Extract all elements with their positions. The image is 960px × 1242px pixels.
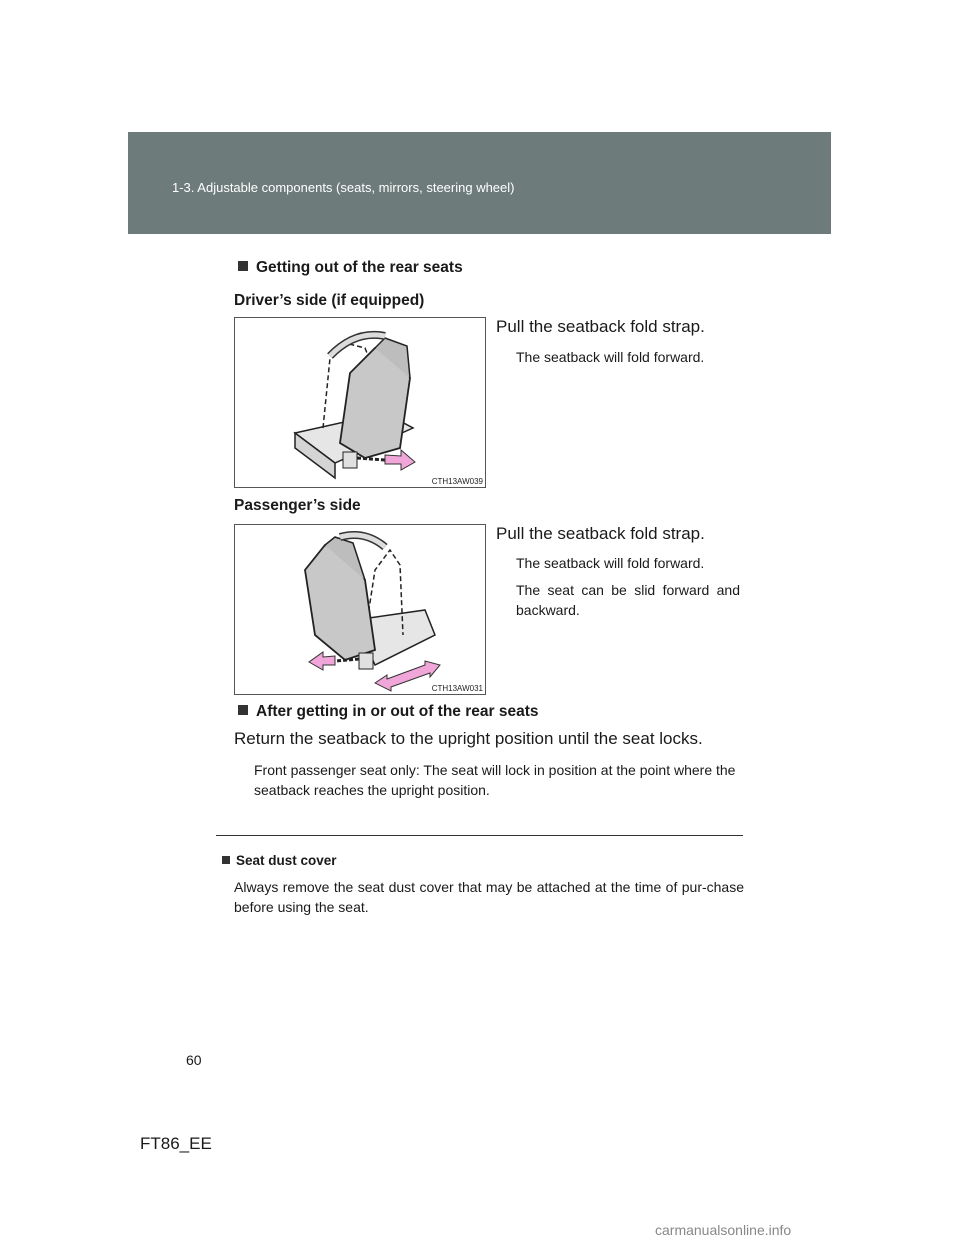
watermark: carmanualsonline.info xyxy=(655,1222,792,1238)
square-bullet-icon xyxy=(238,705,248,715)
square-bullet-icon xyxy=(238,261,248,271)
figure-code: CTH13AW031 xyxy=(431,684,483,693)
square-bullet-icon xyxy=(222,856,230,864)
driver-seat-figure xyxy=(234,317,486,488)
driver-step-text: Pull the seatback fold strap. xyxy=(496,317,705,336)
driver-note: The seatback will fold forward. xyxy=(516,349,705,365)
seat-fold-illustration-icon xyxy=(235,318,485,487)
section-header xyxy=(128,132,831,234)
document-code: FT86_EE xyxy=(140,1134,212,1153)
page-number: 60 xyxy=(186,1052,202,1068)
after-note: Front passenger seat only: The seat will lock in position at the point where the seatback reaches the upright position. xyxy=(254,762,736,798)
passenger-step-text: Pull the seatback fold strap. xyxy=(496,524,705,543)
divider xyxy=(216,835,743,836)
passenger-seat-figure xyxy=(234,524,486,695)
heading-after: After getting in or out of the rear seats xyxy=(238,703,538,721)
after-instruction: Return the seatback to the upright position until the seat locks. xyxy=(234,729,703,748)
passenger-side-subheading: Passenger’s side xyxy=(234,497,361,514)
passenger-note-1: The seatback will fold forward. xyxy=(516,555,705,571)
dust-cover-text: Always remove the seat dust cover that may be attached at the time of pur-chase before using the seat. xyxy=(234,879,744,915)
driver-side-subheading: Driver’s side (if equipped) xyxy=(234,292,425,309)
section-title: 1-3. Adjustable components (seats, mirrors, steering wheel) xyxy=(172,180,515,195)
figure-code: CTH13AW039 xyxy=(431,477,483,486)
dust-cover-heading: Seat dust cover xyxy=(222,853,337,868)
seat-slide-illustration-icon xyxy=(235,525,485,694)
heading-getting-out: Getting out of the rear seats xyxy=(238,259,463,277)
passenger-note-2: The seat can be slid forward and backward. xyxy=(516,582,740,618)
